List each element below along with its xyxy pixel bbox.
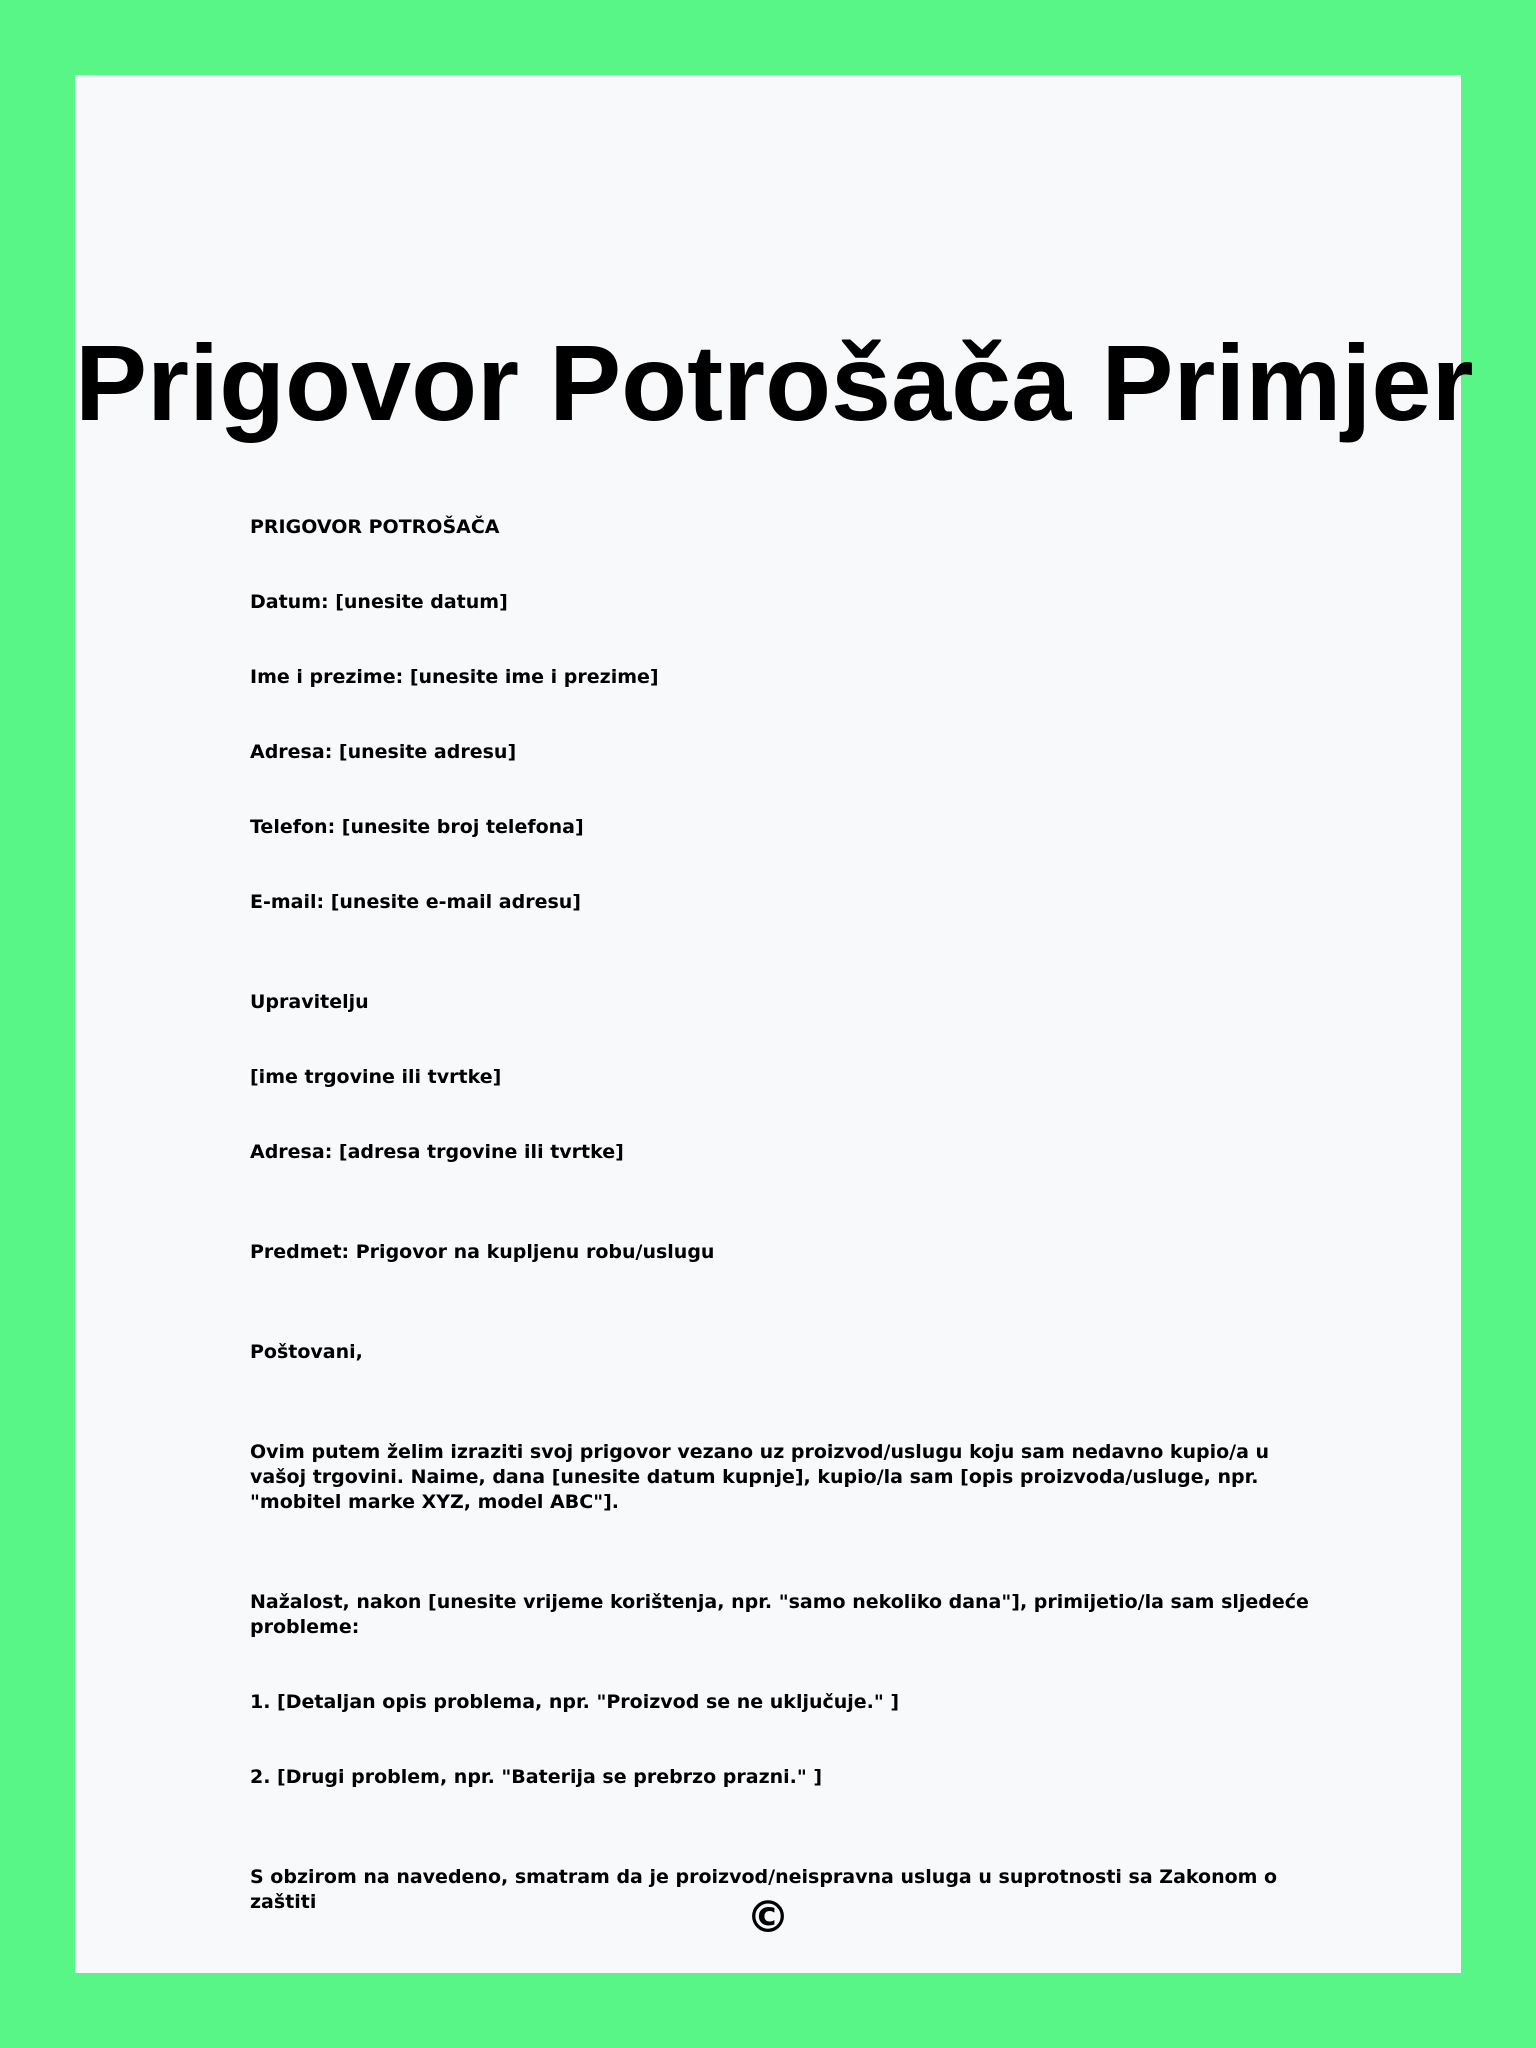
problem-item-2: 2. [Drugi problem, npr. "Baterija se prebrzo prazni." ] — [250, 1766, 823, 1788]
email-line: E-mail: [unesite e-mail adresu] — [250, 891, 581, 913]
store-address-line: Adresa: [adresa trgovine ili tvrtke] — [250, 1141, 624, 1163]
address-line: Adresa: [unesite adresu] — [250, 741, 517, 763]
copyright-icon: © — [746, 1892, 790, 1943]
paragraph-problems: Nažalost, nakon [unesite vrijeme korištenja, npr. "samo nekoliko dana"], primijetio/la sam sljedeće probleme: — [250, 1591, 1309, 1638]
paragraph-purchase: Ovim putem želim izraziti svoj prigovor vezano uz proizvod/uslugu koju sam nedavno kupio/a u vašoj trgovini. Naime, dana [unesite datum kupnje], kupio/la sam [opis proizvoda/usluge, npr. "mobitel marke XYZ, model ABC"]. — [250, 1441, 1270, 1513]
date-line: Datum: [unesite datum] — [250, 591, 508, 613]
document-page — [75, 75, 1474, 1973]
letter-heading: PRIGOVOR POTROŠAČA — [250, 516, 500, 538]
subject-line: Predmet: Prigovor na kupljenu robu/uslugu — [250, 1241, 715, 1263]
problem-item-1: 1. [Detaljan opis problema, npr. "Proizvod se ne uključuje." ] — [250, 1691, 900, 1713]
salutation-line: Poštovani, — [250, 1341, 363, 1363]
store-name-line: [ime trgovine ili tvrtke] — [250, 1066, 502, 1088]
letter-body — [250, 515, 1330, 1915]
document-title: Prigovor Potrošača Primjer — [75, 322, 1474, 443]
name-line: Ime i prezime: [unesite ime i prezime] — [250, 666, 659, 688]
phone-line: Telefon: [unesite broj telefona] — [250, 816, 584, 838]
paragraph-conclusion: S obzirom na navedeno, smatram da je proizvod/neispravna usluga u suprotnosti sa Zakonom o zaštiti — [250, 1866, 1278, 1913]
recipient-line: Upravitelju — [250, 991, 369, 1013]
